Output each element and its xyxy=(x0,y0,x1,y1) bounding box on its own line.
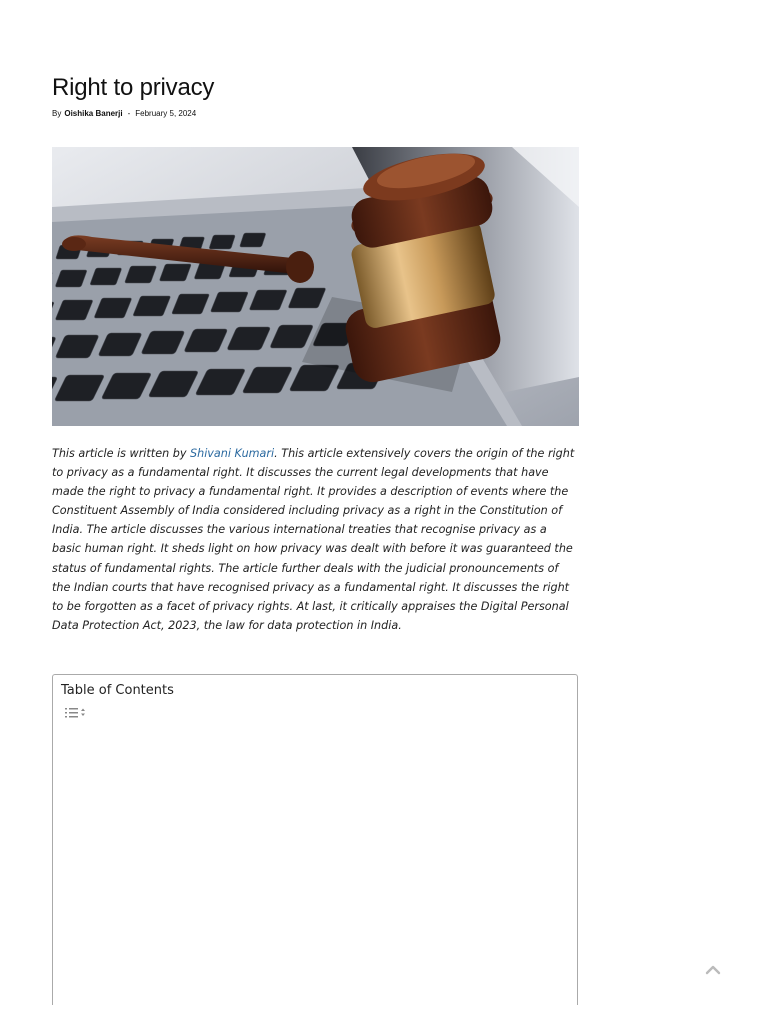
author-profile-link[interactable]: Shivani Kumari xyxy=(190,447,275,460)
intro-lead: This article is written by xyxy=(52,447,190,460)
meta-separator: - xyxy=(127,109,131,118)
scroll-to-top-button[interactable] xyxy=(700,958,726,982)
byline-prefix: By xyxy=(52,109,62,118)
page-title: Right to privacy xyxy=(52,74,215,101)
chevron-up-icon xyxy=(700,958,726,982)
intro-body: . This article extensively covers the origin of the right to privacy as a fundamental right. It discusses the current legal developments that have made the right to privacy a fundamental right. It provides a description of events where the Constituent Assembly of India considered including privacy as a right in the Constitution of India. The article discusses the various international treaties that recognise privacy as a basic human right. It sheds light on how privacy was dealt with before it was guaranteed the status of fundamental rights. The article further deals with the judicial pronouncements of the Indian courts that have recognised privacy as a fundamental right. It discusses the right to be forgotten as a facet of privacy rights. At last, it critically appraises the Digital Personal Data Protection Act, 2023, the law for data protection in India. xyxy=(52,447,575,632)
toc-title: Table of Contents xyxy=(61,683,174,698)
article-header xyxy=(52,72,579,120)
publish-date: February 5, 2024 xyxy=(135,109,197,118)
list-toggle-icon[interactable] xyxy=(64,706,88,720)
hero-image xyxy=(52,147,579,426)
article-intro xyxy=(52,444,579,635)
author-link[interactable]: Oishika Banerji xyxy=(64,109,123,118)
table-of-contents xyxy=(52,674,578,1005)
article-meta xyxy=(52,108,579,120)
